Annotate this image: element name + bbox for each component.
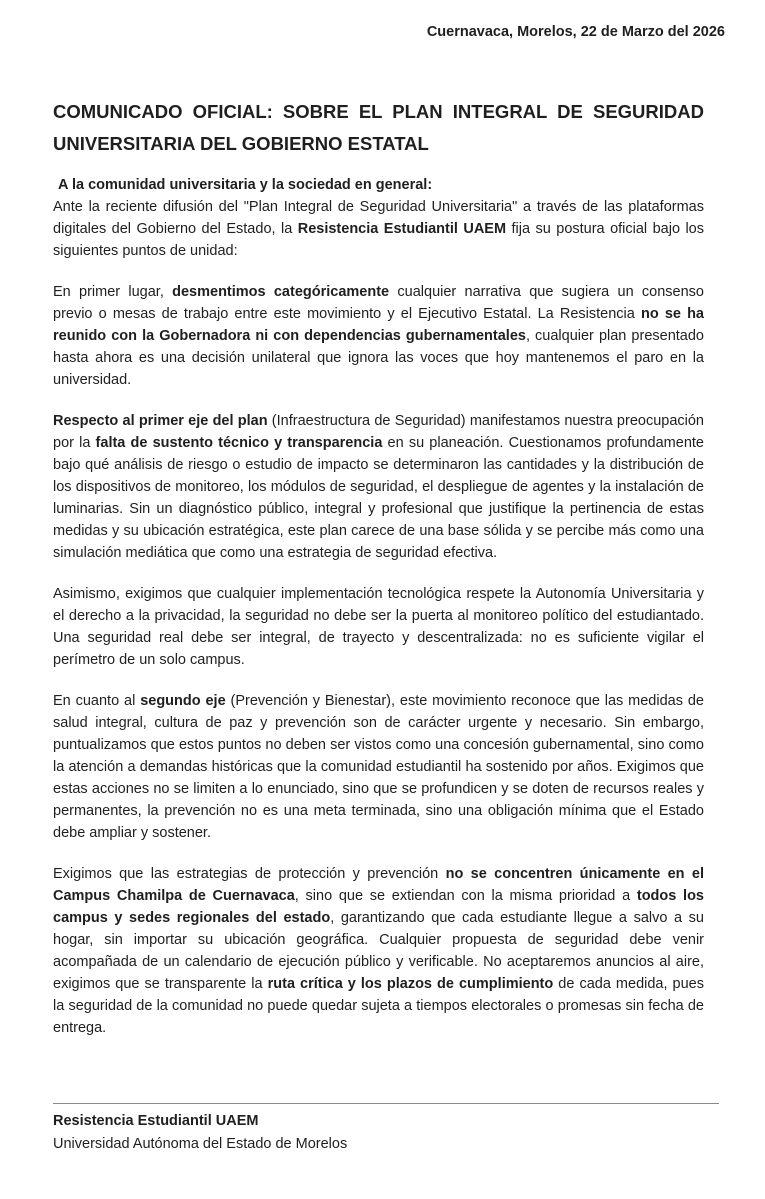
p5-text-2: (Prevención y Bienestar), este movimiento reconoce que las medidas de salud integral, cultura de paz y prevención son de carácter urgente y necesario. Sin embargo, puntualizamos que estos puntos no deben ser vistos como una concesión gubernamental, sino como la atención a demandas históricas que la comunidad estudiantil ha sostenido por años. Exigimos que estas acciones no se limiten a lo enunciado, sino que se profundicen y se doten de recursos reales y permanentes, la prevención no es una meta terminada, sino una obligación mínima que el Estado debe ampliar y sostener. (53, 693, 704, 841)
p6-bold-3: ruta crítica y los plazos de cumplimiento (267, 976, 554, 992)
document-title: COMUNICADO OFICIAL: SOBRE EL PLAN INTEGRAL DE SEGURIDAD UNIVERSITARIA DEL GOBIERNO ESTATAL (53, 101, 704, 154)
p1-text-1: Ante la reciente difusión del "Plan Integral de Seguridad Universitaria" a través de las plataformas digitales del Gobierno del Estado, la (53, 199, 704, 237)
p6-text-2: , sino que se extiendan con la misma prioridad a (294, 888, 637, 904)
p1-text-2: fija su postura oficial bajo los siguientes puntos de unidad: (53, 221, 704, 259)
p5-bold-1: segundo eje (140, 693, 226, 709)
signature-organization: Universidad Autónoma del Estado de Morelos (53, 1136, 348, 1152)
paragraph-2 (53, 281, 704, 391)
greeting: A la comunidad universitaria y la sociedad en general: (58, 177, 433, 193)
document-body (53, 174, 704, 1058)
p6-text-3: , garantizando que cada estudiante llegue a salvo a su hogar, sin importar su ubicación geográfica. Cualquier propuesta de seguridad debe venir acompañada de un calendario de ejecución público y verificable. No aceptaremos anuncios al aire, exigimos que se transparente la (53, 910, 704, 992)
signature-name: Resistencia Estudiantil UAEM (53, 1113, 259, 1129)
p6-text-4: de cada medida, pues la seguridad de la comunidad no puede quedar sujeta a tiempos electorales o promesas sin fecha de entrega. (53, 976, 704, 1036)
p6-bold-1: no se concentren únicamente en el Campus Chamilpa de Cuernavaca (53, 866, 704, 904)
p2-text-1: En primer lugar, (53, 284, 173, 300)
p5-text-1: En cuanto al (53, 693, 141, 709)
p6-bold-2: todos los campus y sedes regionales del estado (53, 888, 704, 926)
p2-bold-1: desmentimos categóricamente (172, 284, 390, 300)
p2-bold-2: no se ha reunido con la Gobernadora ni con dependencias gubernamentales (53, 306, 704, 344)
date-line: Cuernavaca, Morelos, 22 de Marzo del 2026 (426, 24, 725, 40)
p3-bold-2: falta de sustento técnico y transparencia (95, 435, 383, 451)
p6-text-1: Exigimos que las estrategias de protección y prevención (53, 866, 446, 882)
paragraph-6 (53, 863, 704, 1039)
p2-text-2: cualquier narrativa que sugiera un consenso previo o mesas de trabajo entre este movimiento y el Ejecutivo Estatal. La Resistencia (53, 284, 704, 322)
p1-bold-1: Resistencia Estudiantil UAEM (297, 221, 507, 237)
signature-divider (53, 1103, 719, 1104)
p3-text-2: en su planeación. Cuestionamos profundamente bajo qué análisis de riesgo o estudio de impacto se determinaron las cantidades y la distribución de los dispositivos de monitoreo, los módulos de seguridad, el despliegue de agentes y la instalación de luminarias. Sin un diagnóstico público, integral y profesional que justifique la pertinencia de estas medidas y su ubicación estratégica, este plan carece de una base sólida y se percibe más como una simulación mediática que como una estrategia de seguridad efectiva. (53, 435, 704, 561)
paragraph-1 (53, 196, 704, 262)
paragraph-5 (53, 690, 704, 844)
p3-text-1: (Infraestructura de Seguridad) manifestamos nuestra preocupación por la (53, 413, 704, 451)
p3-bold-1: Respecto al primer eje del plan (53, 413, 268, 429)
paragraph-4 (53, 583, 704, 671)
p2-text-3: , cualquier plan presentado hasta ahora es una decisión unilateral que ignora las voces que hoy mantenemos el paro en la universidad. (53, 328, 704, 388)
p4-text-1: Asimismo, exigimos que cualquier implementación tecnológica respete la Autonomía Universitaria y el derecho a la privacidad, la seguridad no debe ser la puerta al monitoreo político del estudiantado. Una seguridad real debe ser integral, de trayecto y descentralizada: no es suficiente vigilar el perímetro de un solo campus. (53, 586, 704, 668)
paragraph-3 (53, 410, 704, 564)
